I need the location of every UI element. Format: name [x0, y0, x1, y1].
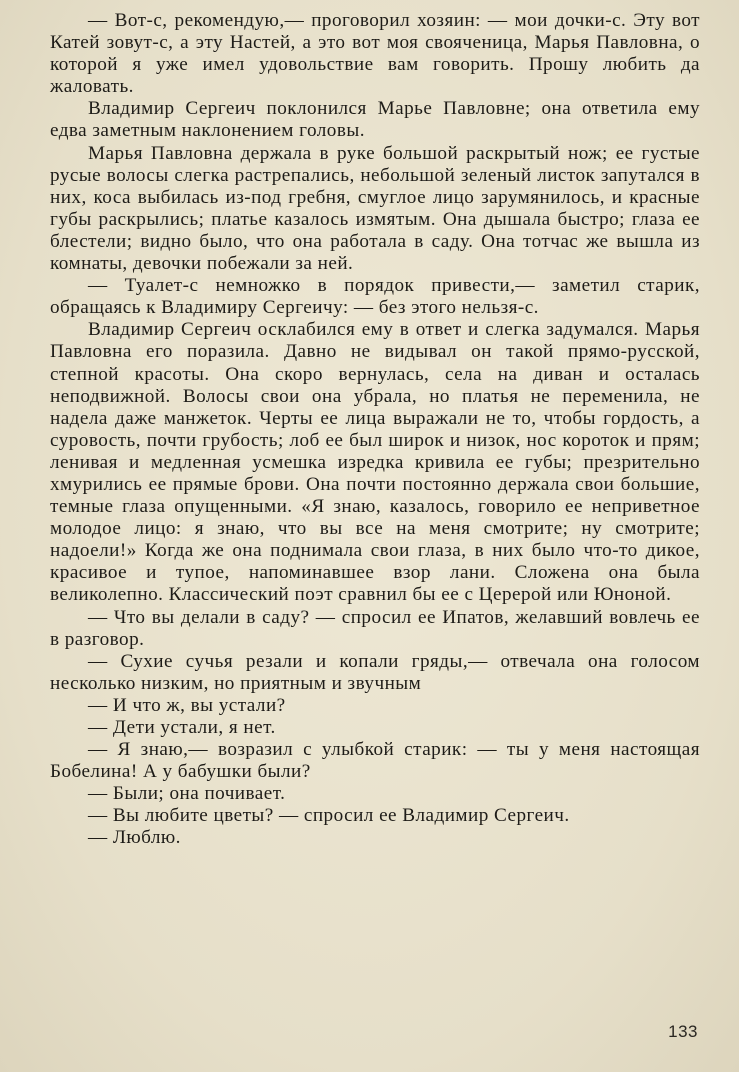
paragraph: — Люблю.	[88, 827, 181, 849]
paragraph: — Туалет-с немножко в порядок привести,— заметил старик, обращаясь к Владимиру Сергеичу: — без этого нельзя-с.	[50, 275, 700, 319]
paragraph: — И что ж, вы устали?	[88, 694, 286, 716]
paragraph: — Вот-с, рекомендую,— проговорил хозяин: — мои дочки-с. Эту вот Катей зовут-с, а эту Настей, а это вот моя свояченица, Марья Павловна, о которой я уже имел удовольствие вам говорить. Прошу любить да жаловать.	[50, 10, 700, 98]
paragraph: Владимир Сергеич поклонился Марье Павловне; она ответила ему едва заметным наклонением головы.	[50, 98, 700, 142]
paragraph: — Что вы делали в саду? — спросил ее Ипатов, желавший вовлечь ее в разговор.	[50, 606, 700, 650]
paragraph: — Сухие сучья резали и копали гряды,— отвечала она голосом несколько низким, но приятным и звучным	[50, 650, 700, 694]
paragraph: — Я знаю,— возразил с улыбкой старик: — ты у меня настоящая Бобелина! А у бабушки были?	[50, 739, 700, 783]
paragraph: — Вы любите цветы? — спросил ее Владимир Сергеич.	[88, 805, 570, 827]
paragraph: Марья Павловна держала в руке большой раскрытый нож; ее густые русые волосы слегка растрепались, небольшой зеленый листок запутался в них, коса выбилась из-под гребня, смуглое лицо зарумянилось, и красные губы раскрылись; платье казалось измятым. Она дышала быстро; глаза ее блестели; видно было, что она работала в саду. Она тотчас же вышла из комнаты, девочки побежали за ней.	[50, 142, 700, 275]
paragraph: Владимир Сергеич осклабился ему в ответ и слегка задумался. Марья Павловна его поразила. Давно не видывал он такой прямо-русской, степной красоты. Она скоро вернулась, села на диван и осталась неподвижной. Волосы свои она убрала, но платья не переменила, не надела даже манжеток. Черты ее лица выражали не то, чтобы гордость, а суровость, почти грубость; лоб ее был широк и низок, нос короток и прям; ленивая и медленная усмешка изредка кривила ее губы; презрительно хмурились ее прямые брови. Она почти постоянно держала свои большие, темные глаза опущенными. «Я знаю, казалось, говорило ее неприветное молодое лицо: я знаю, что вы все на меня смотрите; ну смотрите; надоели!» Когда же она поднимала свои глаза, в них было что-то дикое, красивое и тупое, напоминавшее взор лани. Сложена она была великолепно. Классический поэт сравнил бы ее с Церерой или Юноной.	[50, 319, 700, 606]
paragraph: — Были; она почивает.	[88, 783, 286, 805]
book-page-text	[50, 10, 700, 850]
page-number: 133	[668, 1022, 698, 1041]
paragraph: — Дети устали, я нет.	[88, 717, 276, 738]
